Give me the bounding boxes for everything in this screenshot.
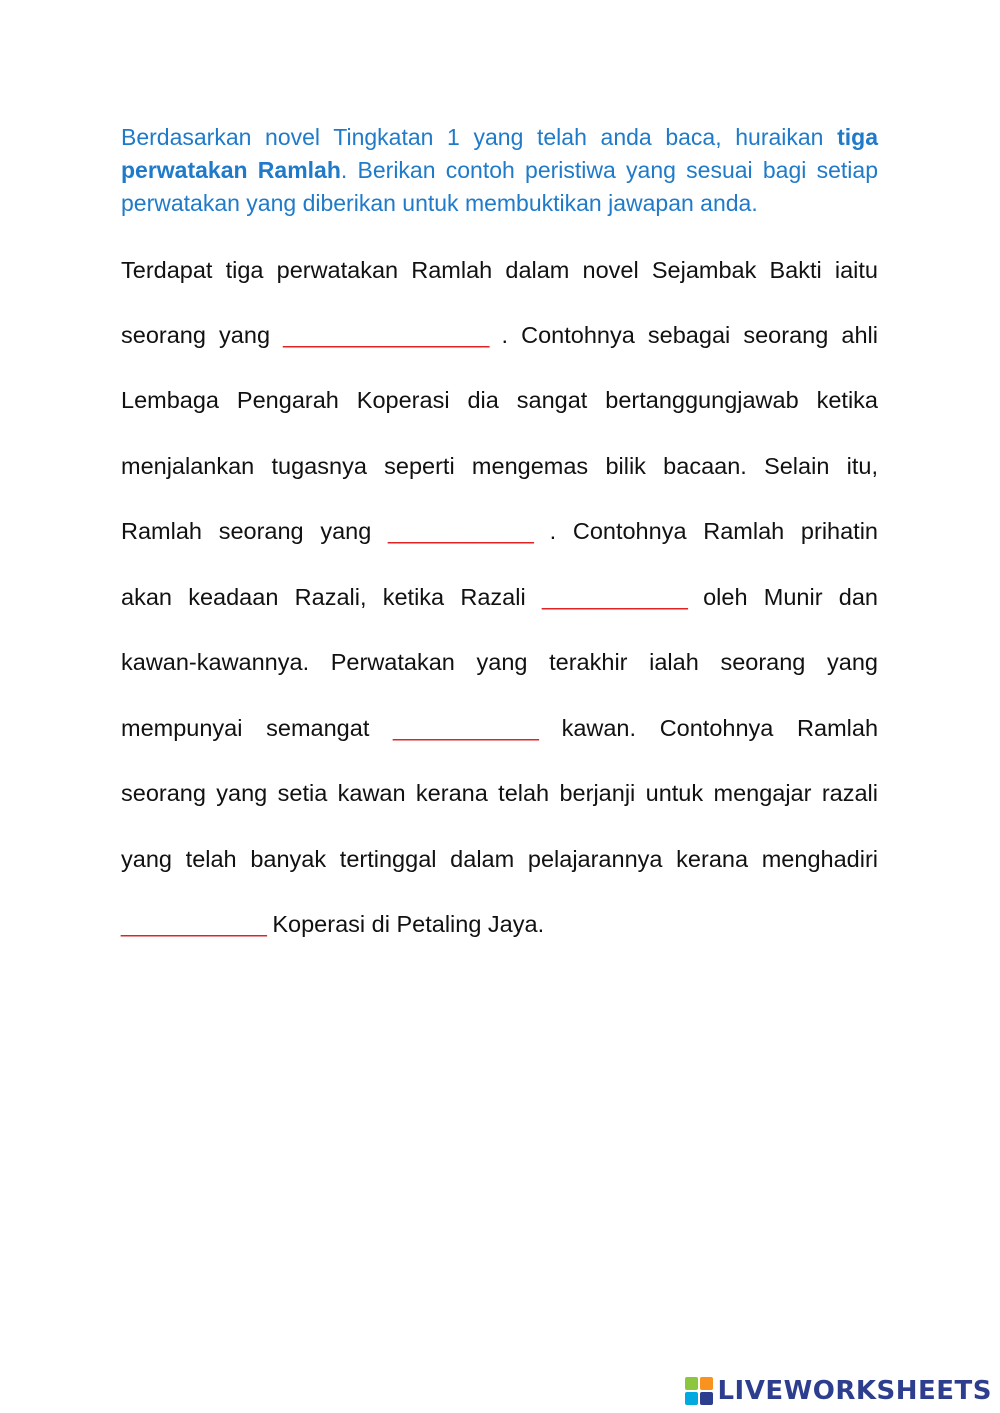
logo-tile [700, 1392, 713, 1405]
text-fragment: . Contohnya Ramlah prihatin [549, 518, 878, 544]
answer-line-2 [121, 318, 878, 352]
answer-line-3: Lembaga Pengarah Koperasi dia sangat bertanggungjawab ketika [121, 387, 878, 413]
blank-field-4[interactable]: ____________ [393, 715, 538, 741]
liveworksheets-logo-icon [685, 1377, 713, 1405]
text-fragment: kawan. Contohnya Ramlah [561, 715, 879, 741]
text-fragment: Koperasi di Petaling Jaya. [265, 911, 545, 937]
question-part1: Berdasarkan novel Tingkatan 1 yang telah anda baca, huraikan [121, 124, 838, 150]
logo-tile [685, 1377, 698, 1390]
answer-line-8 [121, 711, 878, 745]
brand-name: LIVEWORKSHEETS [717, 1376, 992, 1406]
blank-field-3[interactable]: ____________ [541, 584, 687, 610]
logo-tile [685, 1392, 698, 1405]
text-fragment: mempunyai semangat [121, 715, 394, 741]
question-emphasis: tiga perwatakan Ramlah [121, 124, 878, 183]
liveworksheets-logo [685, 1374, 992, 1408]
answer-line-6 [121, 580, 878, 614]
answer-line-1: Terdapat tiga perwatakan Ramlah dalam novel Sejambak Bakti iaitu [121, 257, 878, 283]
text-fragment: oleh Munir dan [703, 584, 879, 610]
question-text [121, 121, 878, 220]
answer-line-10: yang telah banyak tertinggal dalam pelajarannya kerana menghadiri [121, 846, 878, 872]
answer-line-4: menjalankan tugasnya seperti mengemas bilik bacaan. Selain itu, [121, 453, 878, 479]
logo-tile [700, 1377, 713, 1390]
blank-field-1[interactable]: _________________ [283, 322, 489, 348]
text-fragment: seorang yang [121, 322, 284, 348]
text-fragment: . Contohnya sebagai seorang ahli [501, 322, 878, 348]
answer-line-7: kawan-kawannya. Perwatakan yang terakhir ialah seorang yang [121, 649, 878, 675]
blank-field-2[interactable]: ____________ [388, 518, 533, 544]
answer-line-11 [121, 907, 878, 941]
question-part2: . Berikan contoh peristiwa yang sesuai bagi setiap perwatakan yang diberikan untuk membuktikan jawapan anda. [121, 157, 878, 216]
text-fragment: akan keadaan Razali, ketika Razali [121, 584, 542, 610]
text-fragment: Ramlah seorang yang [121, 518, 389, 544]
answer-line-9: seorang yang setia kawan kerana telah berjanji untuk mengajar razali [121, 780, 878, 806]
answer-line-5 [121, 514, 878, 548]
blank-field-5[interactable]: ____________ [121, 911, 266, 937]
